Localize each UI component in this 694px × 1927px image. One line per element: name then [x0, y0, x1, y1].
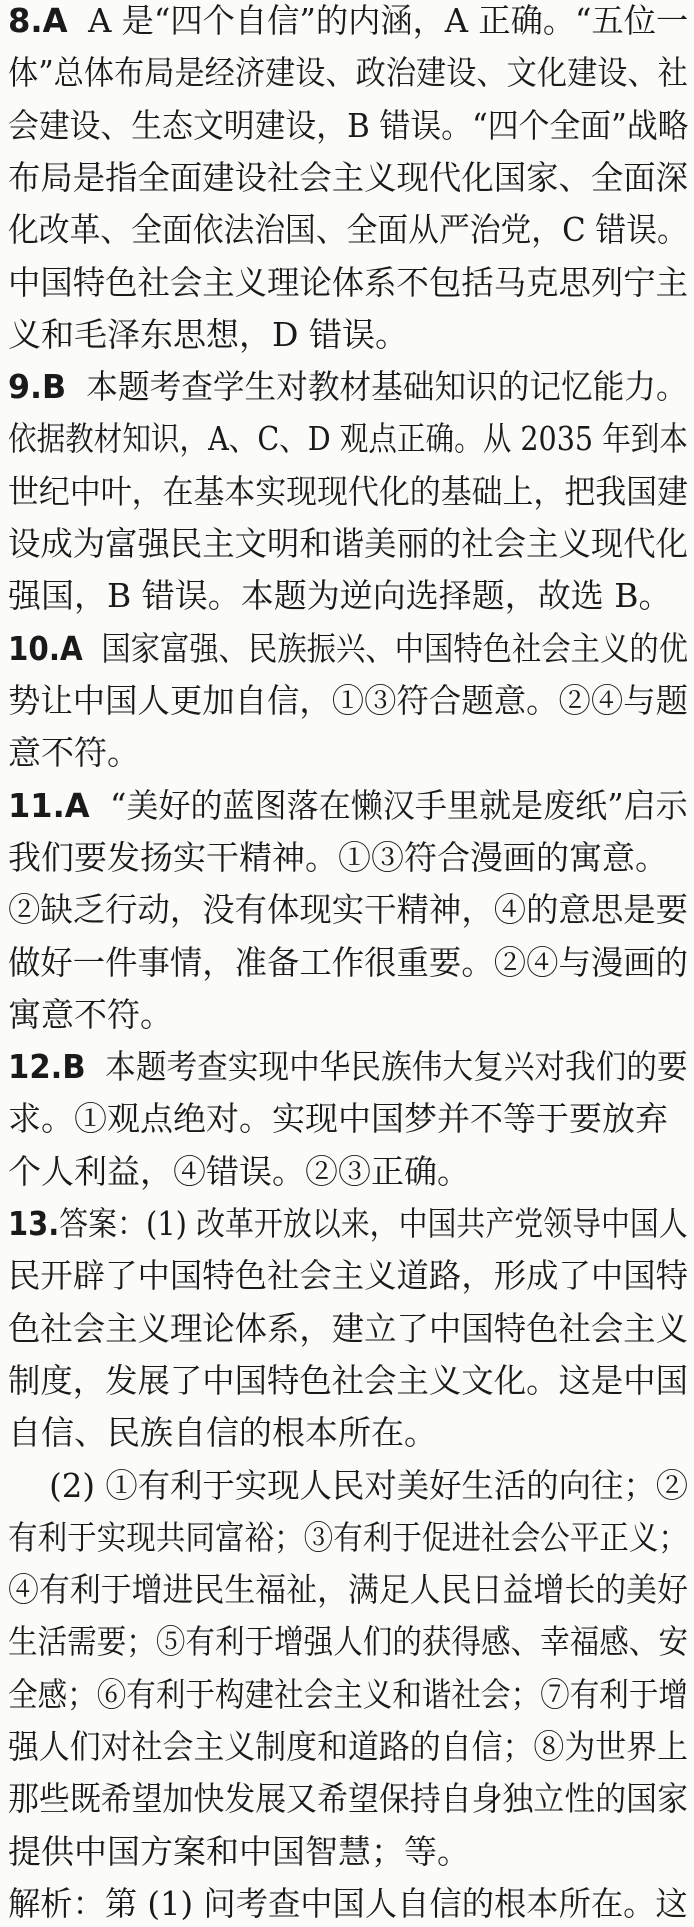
text-line: (2) ①有利于实现人民对美好生活的向往；② [8, 1466, 689, 1505]
text-line: 势让中国人更加自信，①③符合题意。②④与题 [8, 681, 688, 720]
answer-text: 答案：(1) 改革开放以来，中国共产党领导中国人 [59, 1204, 688, 1243]
text-line: 色社会主义理论体系，建立了中国特色社会主义 [8, 1309, 688, 1348]
text-line [8, 1, 689, 40]
text-line: 义和毛泽东思想，D 错误。 [8, 315, 408, 354]
text-line: ②缺乏行动，没有体现实干精神，④的意思是要 [8, 890, 688, 929]
text-line [8, 367, 688, 406]
answer-text: A 是“四个自信”的内涵，A 正确。“五位一 [67, 1, 689, 40]
text-line: 个人利益，④错误。②③正确。 [8, 1152, 470, 1191]
text-line [8, 1047, 688, 1086]
text-line: 布局是指全面建设社会主义现代化国家、全面深 [8, 158, 688, 197]
text-line: 意不符。 [8, 733, 140, 772]
question-number: 8.A [8, 1, 68, 40]
text-line: 全感；⑥有利于构建社会主义和谐社会；⑦有利于增 [8, 1675, 688, 1714]
text-line: 依据教材知识，A、C、D 观点正确。从 2035 年到本 [8, 419, 688, 458]
text-line: 有利于实现共同富裕；③有利于促进社会公平正义； [8, 1518, 688, 1557]
text-line [8, 629, 688, 668]
text-line: 世纪中叶，在基本实现现代化的基础上，把我国建 [8, 472, 688, 511]
question-number: 12.B [8, 1047, 86, 1086]
answer-text: 本题考查实现中华民族伟大复兴对我们的要 [85, 1047, 688, 1086]
text-line: 做好一件事情，准备工作很重要。②④与漫画的 [8, 943, 688, 982]
text-line: 会建设、生态文明建设，B 错误。“四个全面”战略 [8, 106, 689, 145]
text-line: 自信、民族自信的根本所在。 [8, 1413, 437, 1452]
text-line: 生活需要；⑤有利于增强人们的获得感、幸福感、安 [8, 1622, 688, 1661]
answer-text: “美好的蓝图落在懒汉手里就是废纸”启示 [89, 786, 688, 825]
question-number: 13. [8, 1204, 60, 1243]
text-line: 提供中国方案和中国智慧；等。 [8, 1832, 470, 1871]
question-number: 9.B [8, 367, 67, 406]
text-line: 寓意不符。 [8, 995, 173, 1034]
text-line: ④有利于增进民生福祉，满足人民日益增长的美好 [8, 1570, 688, 1609]
text-line: 体”总体布局是经济建设、政治建设、文化建设、社 [8, 53, 688, 92]
text-line: 中国特色社会主义理论体系不包括马克思列宁主 [8, 263, 688, 302]
text-line: 制度，发展了中国特色社会主义文化。这是中国 [8, 1361, 688, 1400]
question-number: 11.A [8, 786, 90, 825]
text-line [8, 786, 688, 825]
text-line [8, 1204, 688, 1243]
text-line: 求。①观点绝对。实现中国梦并不等于要放弃 [8, 1099, 668, 1138]
answer-text: 国家富强、民族振兴、中国特色社会主义的优 [82, 629, 688, 668]
text-line: 我们要发扬实干精神。①③符合漫画的寓意。 [8, 838, 668, 877]
question-number: 10.A [8, 629, 83, 668]
text-line: 解析：第 (1) 问考查中国人自信的根本所在。这 [8, 1884, 688, 1923]
text-line: 强人们对社会主义制度和道路的自信；⑧为世界上 [8, 1727, 688, 1766]
text-line: 强国，B 错误。本题为逆向选择题，故选 B。 [8, 576, 672, 615]
answer-text: 本题考查学生对教材基础知识的记忆能力。 [66, 367, 688, 406]
text-line: 化改革、全面依法治国、全面从严治党，C 错误。 [8, 210, 688, 249]
text-line: 设成为富强民主文明和谐美丽的社会主义现代化 [8, 524, 688, 563]
text-line: 那些既希望加快发展又希望保持自身独立性的国家 [8, 1779, 688, 1818]
text-line: 民开辟了中国特色社会主义道路，形成了中国特 [8, 1256, 688, 1295]
